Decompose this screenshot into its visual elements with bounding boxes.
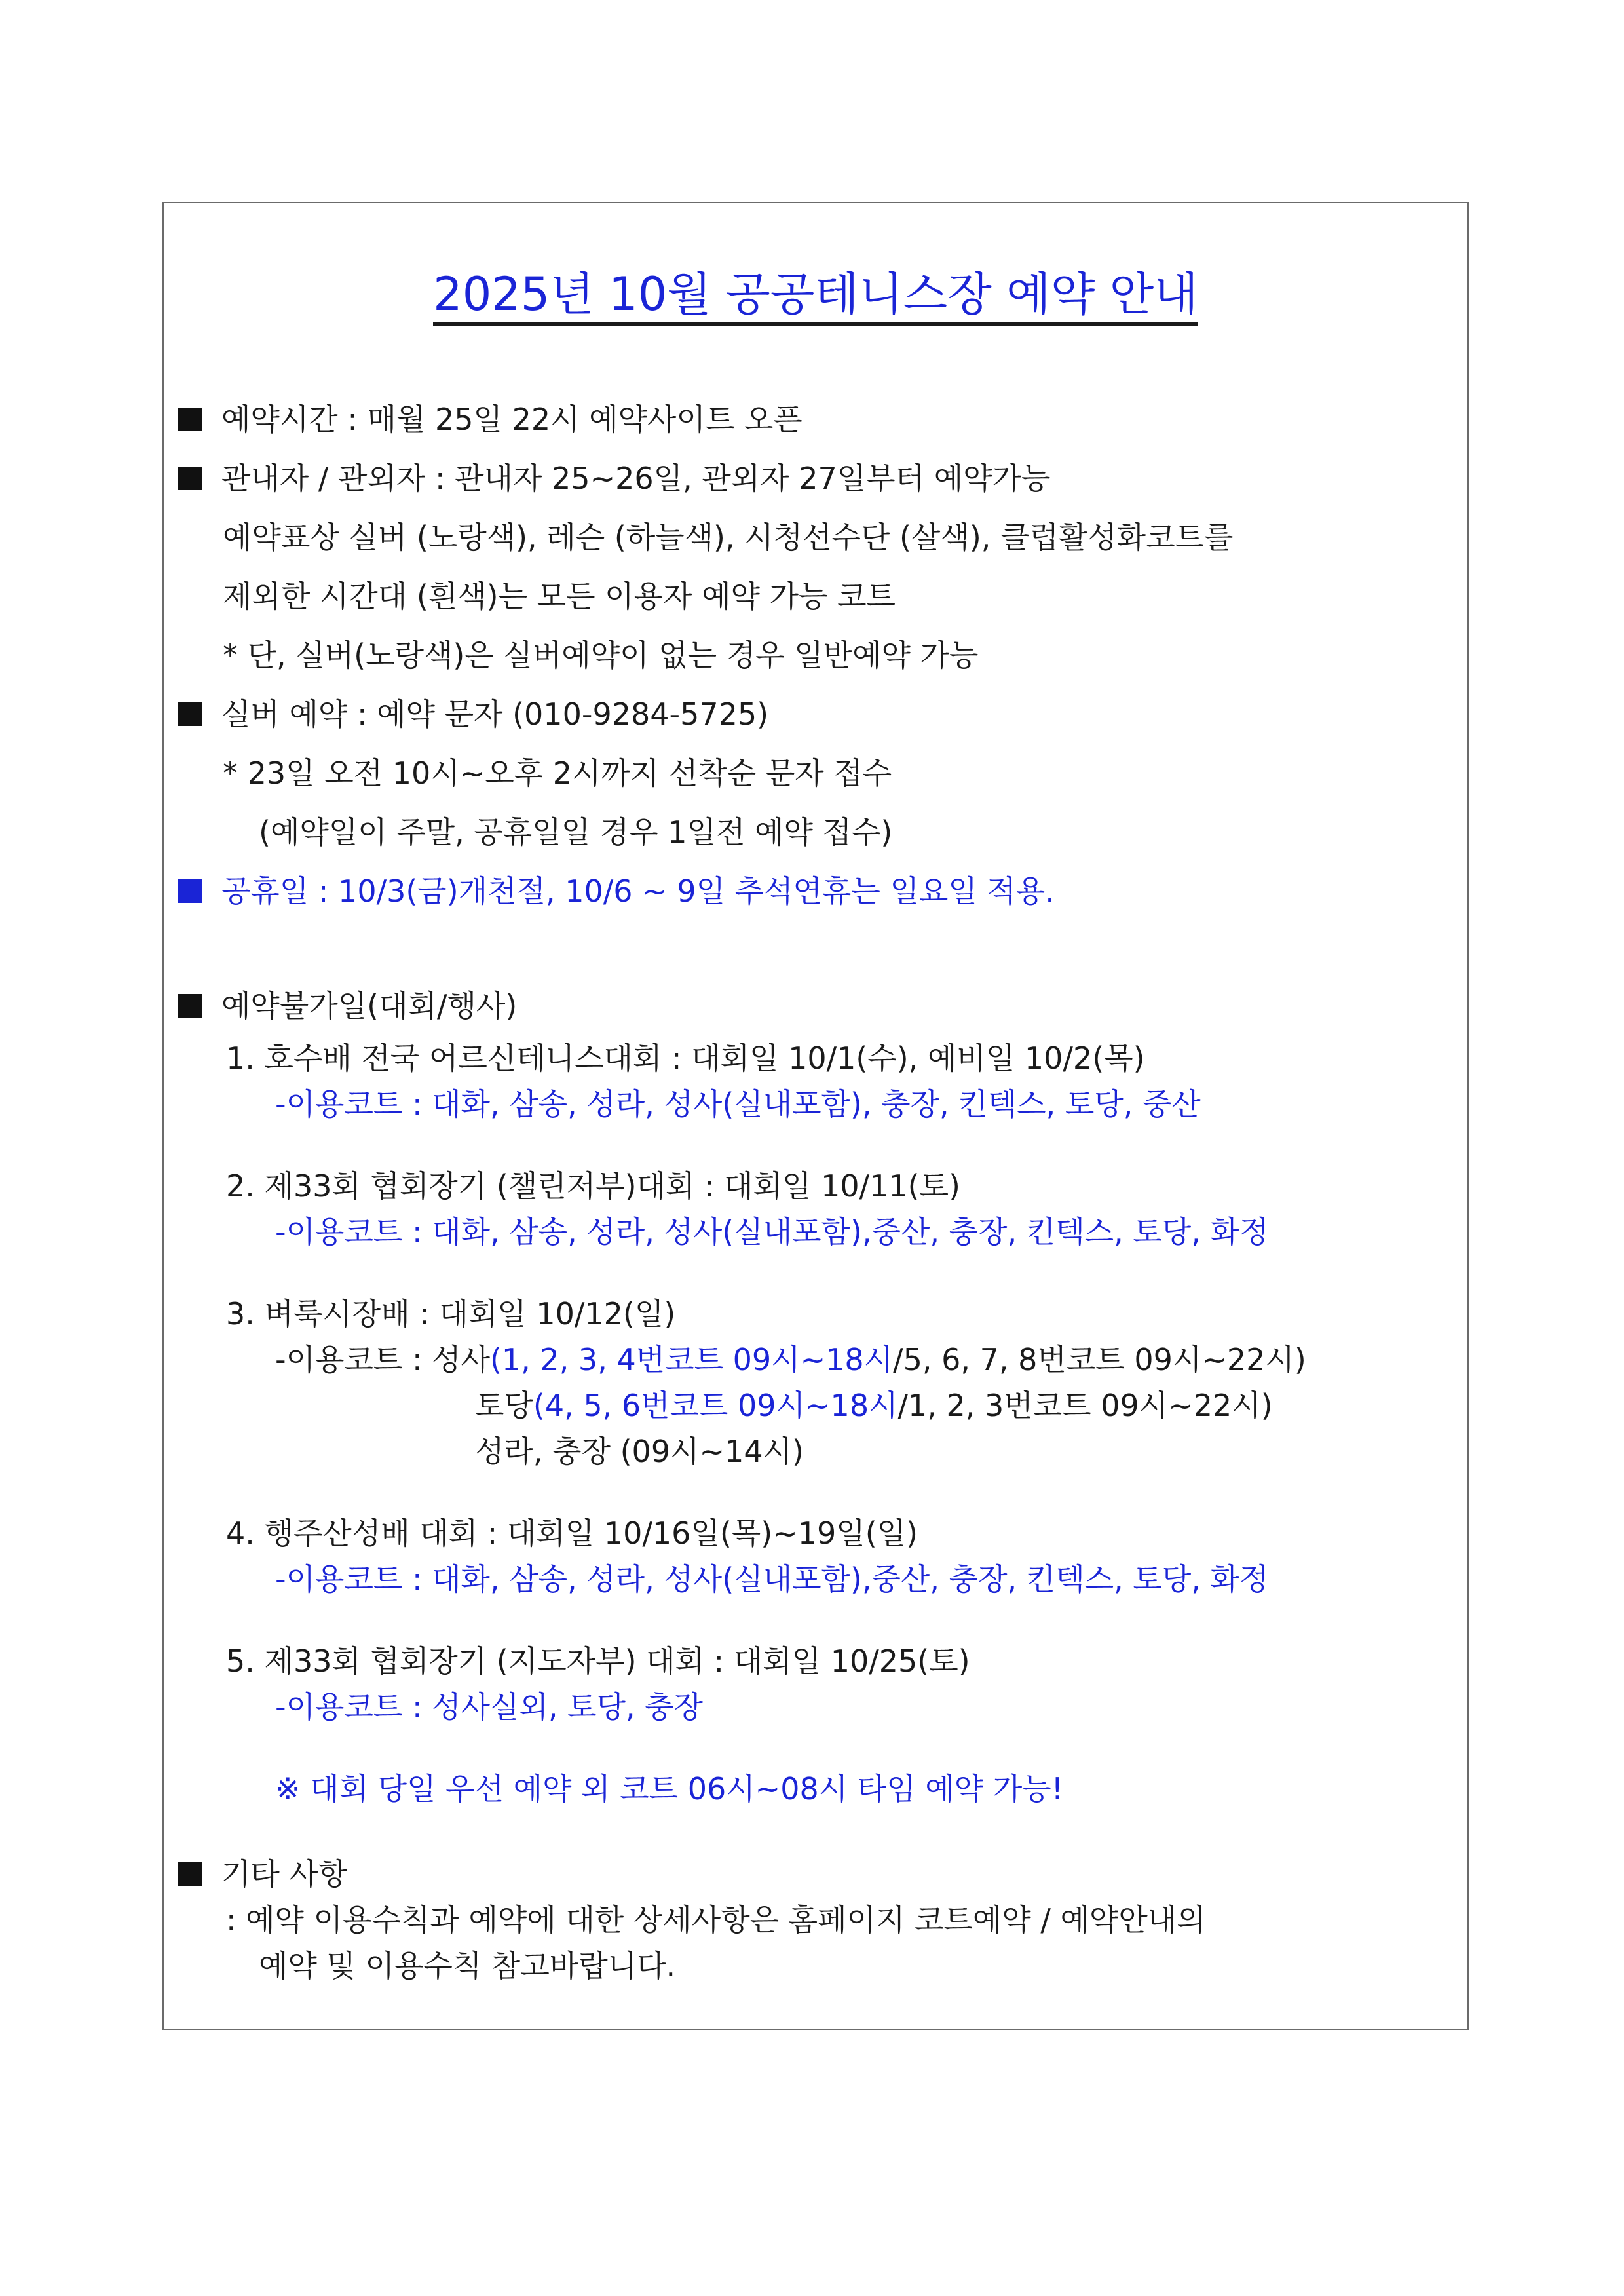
silver-item: 실버 예약 : 예약 문자 (010-9284-5725) [178, 695, 768, 734]
reservation-time-item: 예약시간 : 매월 25일 22시 예약사이트 오픈 [178, 400, 803, 439]
bullet-square-icon [178, 702, 202, 726]
event-2-courts: -이용코트 : 대화, 삼송, 성라, 성사(실내포함),중산, 충장, 킨텍스, 토당, 화정 [275, 1214, 1269, 1250]
holiday-item: 공휴일 : 10/3(금)개천절, 10/6 ~ 9일 추석연휴는 일요일 적용. [178, 871, 1055, 911]
unavailable-heading: 예약불가일(대회/행사) [178, 986, 517, 1025]
residents-note-1: 예약표상 실버 (노랑색), 레슨 (하늘색), 시청선수단 (살색), 클럽활성화코트를 [223, 520, 1234, 555]
bullet-square-icon [178, 467, 202, 490]
bullet-square-icon [178, 994, 202, 1018]
event-4-courts: -이용코트 : 대화, 삼송, 성라, 성사(실내포함),중산, 충장, 킨텍스, 토당, 화정 [275, 1561, 1269, 1597]
etc-line-2: 예약 및 이용수칙 참고바랍니다. [259, 1948, 676, 1983]
residents-note-3: * 단, 실버(노랑색)은 실버예약이 없는 경우 일반예약 가능 [223, 638, 979, 673]
silver-note-1: * 23일 오전 10시~오후 2시까지 선착순 문자 접수 [223, 756, 892, 791]
page-title: 2025년 10월 공공테니스장 예약 안내 [164, 265, 1467, 324]
bullet-square-icon [178, 879, 202, 903]
tournament-notice: ※ 대회 당일 우선 예약 외 코트 06시~08시 타임 예약 가능! [275, 1771, 1064, 1807]
etc-line-1: : 예약 이용수칙과 예약에 대한 상세사항은 홈페이지 코트예약 / 예약안내의 [226, 1902, 1206, 1938]
bullet-square-icon [178, 408, 202, 431]
event-2-title: 2. 제33회 협회장기 (챌린저부)대회 : 대회일 10/11(토) [226, 1168, 960, 1204]
event-1-title: 1. 호수배 전국 어르신테니스대회 : 대회일 10/1(수), 예비일 10/2(목) [226, 1041, 1145, 1076]
event-4-title: 4. 행주산성배 대회 : 대회일 10/16일(목)~19일(일) [226, 1516, 918, 1551]
event-1-courts: -이용코트 : 대화, 삼송, 성라, 성사(실내포함), 충장, 킨텍스, 토당, 중산 [275, 1086, 1201, 1122]
event-5-courts: -이용코트 : 성사실외, 토당, 충장 [275, 1689, 704, 1725]
event-3-title: 3. 벼룩시장배 : 대회일 10/12(일) [226, 1296, 676, 1331]
silver-note-2: (예약일이 주말, 공휴일일 경우 1일전 예약 접수) [259, 814, 893, 850]
residents-item: 관내자 / 관외자 : 관내자 25~26일, 관외자 27일부터 예약가능 [178, 459, 1050, 498]
event-3-courts-a: -이용코트 : 성사(1, 2, 3, 4번코트 09시~18시/5, 6, 7, 8번코트 09시~22시) [275, 1342, 1306, 1377]
residents-note-2: 제외한 시간대 (흰색)는 모든 이용자 예약 가능 코트 [223, 579, 896, 614]
event-3-courts-b: 토당(4, 5, 6번코트 09시~18시/1, 2, 3번코트 09시~22시) [475, 1388, 1273, 1423]
etc-heading: 기타 사항 [178, 1854, 347, 1894]
event-3-courts-c: 성라, 충장 (09시~14시) [475, 1434, 804, 1469]
bullet-square-icon [178, 1862, 202, 1886]
event-5-title: 5. 제33회 협회장기 (지도자부) 대회 : 대회일 10/25(토) [226, 1643, 970, 1679]
